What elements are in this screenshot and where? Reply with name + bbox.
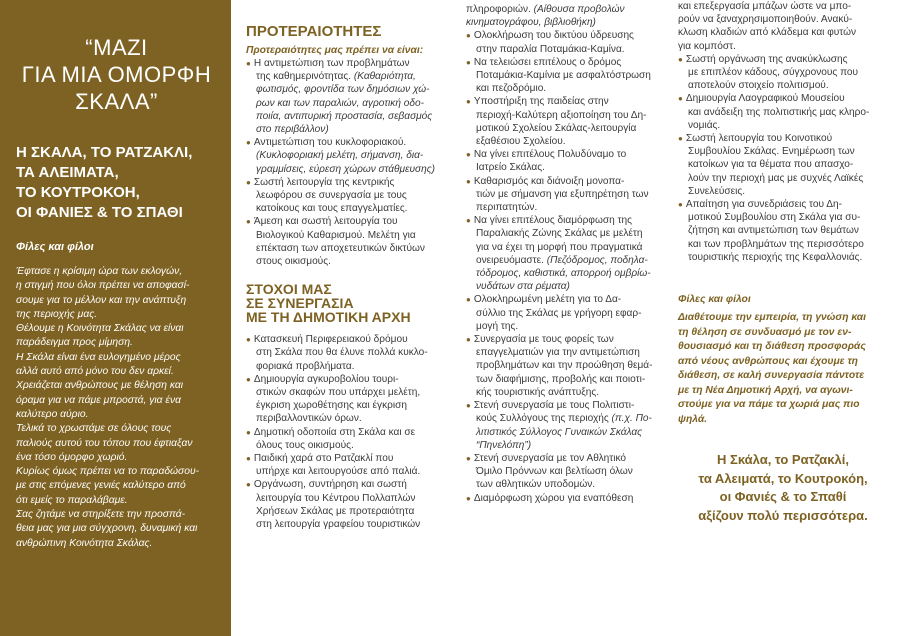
list-item-line: ζήτηση και αντιμετώπιση των θεμάτων — [688, 225, 859, 237]
bullet-dot-icon: ● — [678, 200, 683, 210]
list-item — [466, 95, 662, 148]
list-item-line: των διαφήμισης, προβολής και ποιοτι- — [476, 373, 646, 385]
left-cover-panel — [0, 0, 231, 636]
intro-line: με στις επόμενες γενιές καλύτερο από — [16, 480, 186, 492]
list-item-line: και πεζοδρόμιο. — [476, 83, 547, 95]
intro-line: αλλά αυτό από μόνο του δεν αρκεί. — [16, 366, 174, 378]
intro-line: Έφτασε η κρίσιμη ώρα των εκλογών, — [16, 266, 183, 277]
list-item-line: Η αντιμετώπιση των προβλημάτων — [253, 58, 410, 69]
intro-line: Κυρίως όμως πρέπει να το παραδώσου- — [16, 466, 200, 478]
list-item-line: και ανάδειξη της πολιτιστικής μας κληρο- — [688, 106, 870, 118]
list-item-line: έγκριση χωροθέτησης και έγκριση — [256, 400, 407, 412]
priorities-column — [231, 0, 448, 636]
list-item-line: λούν την περιοχή μας με συχνές Λαϊκές — [688, 172, 864, 184]
list-item-line: μοτικού Συμβουλίου στη Σκάλα για συ- — [688, 212, 861, 224]
bullet-dot-icon: ● — [246, 454, 251, 464]
bullet-dot-icon: ● — [246, 480, 251, 490]
bullet-dot-icon: ● — [466, 31, 471, 41]
bullet-dot-icon: ● — [466, 453, 471, 463]
list-item-line: Οργάνωση, συντήρηση και σωστή — [253, 479, 407, 491]
closing-line: με τη Νέα Δημοτική Αρχή, να αγωνι- — [678, 384, 853, 396]
list-item-line: στη Σκάλα που θα έλυνε πολλά κυκλο- — [256, 347, 428, 359]
list-item — [246, 373, 444, 426]
list-item-line: Βιολογικού Καθαρισμού. Μελέτη για — [256, 229, 416, 241]
continuation-text — [678, 0, 888, 53]
closing-column — [666, 0, 900, 636]
list-item-line: εξαθέσιου Σχολείου. — [476, 136, 566, 148]
list-item-line: Δημοτική οδοποιία στη Σκάλα και σε — [253, 426, 416, 438]
places-heading — [16, 143, 217, 223]
closing-line: στούμε για να πάμε τα χωριά μας πιο — [678, 399, 860, 411]
list-item-line: περιπατητών. — [476, 202, 538, 214]
list-item-line: Να γίνει επιτέλους Πολυδύναμο το — [473, 149, 627, 161]
priorities-title: ΠΡΟΤΕΡΑΙΟΤΗΤΕΣ — [246, 23, 382, 40]
goals-continued-column — [448, 0, 666, 636]
col4-goals-list — [678, 53, 888, 264]
list-item-line: Παιδική χαρά στο Ρατζακλί που — [253, 453, 394, 465]
list-item-line: λειτουργία του Κέντρου Πολλαπλών — [256, 492, 416, 504]
bullet-dot-icon: ● — [466, 493, 471, 503]
list-item-line: Δημιουργία αγκυροβολίου τουρι- — [253, 373, 399, 385]
goals-title — [246, 282, 444, 324]
list-item — [466, 56, 662, 96]
list-item-note: τόδρομος, καθιστικά, απορροή ομβρίω- — [476, 268, 651, 280]
continuation-line: και επεξεργασία μπάζων ώστε να μπο- — [678, 1, 852, 12]
slogan-heading — [16, 34, 217, 115]
intro-line: παράδειγμα προς μίμηση. — [16, 337, 133, 349]
list-item-line: νομιάς. — [688, 119, 721, 131]
bullet-dot-icon: ● — [678, 94, 683, 104]
list-item-note: (π.χ. Πο- — [611, 413, 652, 425]
slogan-line: ΓΙΑ ΜΙΑ ΟΜΟΡΦΗ — [21, 62, 212, 87]
list-item-note: στο περιβάλλον) — [256, 124, 329, 136]
continuation-note: (Αίθουσα προβολών — [533, 4, 625, 15]
list-item — [246, 57, 444, 136]
list-item — [466, 293, 662, 333]
list-item-line: για να έχει τη μορφή που πραγματικά — [476, 241, 643, 253]
list-item — [246, 215, 444, 268]
list-item-line: Όμιλο Πρόννων και βελτίωση όλων — [476, 466, 633, 478]
list-item-line: σύλλιο της Σκάλας με γρήγορη εφαρ- — [476, 307, 642, 319]
closing-line: τη θέληση σε συνδυασμό με τον εν- — [678, 326, 852, 338]
closing-line: διάθεση, σε καλή συνεργασία πάντοτε — [678, 370, 865, 382]
list-item-line: Συνεργασία με τους φορείς των — [473, 334, 614, 346]
list-item-line: της καθημερινότητας. — [256, 71, 352, 83]
list-item-note: ποιία, αντιπυρική προστασία, σεβασμός — [256, 110, 433, 122]
goals-title-line: ΜΕ ΤΗ ΔΗΜΟΤΙΚΗ ΑΡΧΗ — [246, 309, 411, 326]
list-item-note: φωτισμός, φροντίδα των δημόσιων χώ- — [256, 84, 430, 96]
list-item-note: λιτιστικός Σύλλογος Γυναικών Σκάλας — [476, 426, 642, 438]
list-item-line: Υποστήριξη της παιδείας στην — [473, 96, 609, 108]
bullet-dot-icon: ● — [466, 216, 471, 226]
list-item-line: ονειρευόμαστε. — [476, 254, 544, 266]
list-item-line: κής τουριστικής ανάπτυξης. — [476, 386, 600, 398]
list-item-line: Χρήσεων Σκάλας με προτεραιότητα — [256, 505, 415, 517]
list-item-line: Σωστή οργάνωση της ανακύκλωσης — [685, 53, 848, 65]
bullet-dot-icon: ● — [466, 176, 471, 186]
bullet-dot-icon: ● — [246, 59, 251, 68]
goals-list — [246, 333, 444, 531]
bullet-dot-icon: ● — [246, 138, 251, 148]
list-item-note: (Πεζόδρομος, ποδηλα- — [546, 254, 648, 266]
continuation-line: κλωση κλαδιών από κλάδεμα και φυτών — [678, 27, 857, 39]
list-item-note: (Κυκλοφοριακή μελέτη, σήμανση, δια- — [256, 150, 424, 162]
list-item — [678, 92, 888, 132]
list-item-line: Κατασκευή Περιφερειακού δρόμου — [253, 334, 408, 346]
list-item-note: γραμμίσεις, εύρεση χώρων στάθμευσης) — [256, 163, 435, 175]
intro-line: όραμα για να πάμε μπροστά, για ένα — [16, 394, 181, 406]
intro-line: ανθρώπινη Κοινότητα Σκάλας. — [16, 537, 153, 549]
bullet-dot-icon: ● — [678, 54, 683, 64]
goals-title-line: ΣΤΟΧΟΙ ΜΑΣ — [246, 281, 332, 298]
list-item — [466, 333, 662, 399]
list-item — [466, 29, 662, 55]
list-item-note: (Καθαριότητα, — [353, 71, 416, 83]
bullet-dot-icon: ● — [466, 57, 471, 67]
continuation-line: πληροφοριών. — [466, 4, 531, 15]
closing-text — [678, 311, 888, 427]
intro-line: Χρειάζεται ανθρώπους με θέληση και — [16, 380, 184, 392]
intro-line: Η Σκάλα είναι ένα ευλογημένο μέρος — [16, 351, 181, 363]
list-item — [246, 176, 444, 216]
intro-line: Θέλουμε η Κοινότητα Σκάλας να είναι — [16, 323, 184, 335]
greeting: Φίλες και φίλοι — [16, 241, 94, 253]
list-item — [246, 426, 444, 452]
list-item — [246, 333, 444, 373]
list-item-line: Διαμόρφωση χώρου για εναπόθεση — [473, 492, 634, 504]
list-item-line: Ιατρείο Σκάλας. — [476, 162, 545, 174]
final-statement — [678, 451, 888, 525]
list-item-line: προβλημάτων και την προώθηση θεμά- — [476, 360, 653, 372]
list-item — [246, 452, 444, 478]
list-item — [466, 214, 662, 293]
list-item-line: Να γίνει επιτέλους διαμόρφωση της — [473, 215, 632, 227]
goals-title-line: ΣΕ ΣΥΝΕΡΓΑΣΙΑ — [246, 295, 354, 312]
list-item-line: Στενή συνεργασία με τους Πολιτιστι- — [473, 400, 635, 412]
list-item-line: στικών σκαφών που υπάρχει μελέτη, — [256, 387, 421, 399]
list-item-line: Ολοκλήρωση του δικτύου ύδρευσης — [473, 30, 634, 42]
intro-text — [16, 265, 217, 551]
list-item-note: ρων και των παραλιών, αγροτική οδο- — [256, 97, 424, 109]
list-item-line: υπήρχε και λειτουργούσε από παλιά. — [256, 466, 421, 478]
list-item-line: Ολοκληρωμένη μελέτη για το Δα- — [473, 294, 622, 306]
closing-line: Διαθέτουμε την εμπειρία, τη γνώση και — [678, 312, 867, 324]
list-item-line: περιβαλλοντικών όρων. — [256, 413, 362, 425]
list-item-line: στη λειτουργία γραφείου τουριστικών — [256, 519, 421, 531]
list-item-line: Δημιουργία Λαογραφικού Μουσείου — [685, 93, 845, 105]
intro-line: ότι εμείς το παραλάβαμε. — [16, 494, 128, 506]
bullet-dot-icon: ● — [466, 335, 471, 345]
list-item-line: φοριακά προβλήματα. — [256, 360, 355, 372]
list-item-line: στους οικισμούς. — [256, 256, 331, 268]
list-item — [246, 478, 444, 531]
list-item — [678, 198, 888, 264]
list-item-line: μογή της. — [476, 320, 519, 332]
list-item — [678, 53, 888, 93]
final-line: οι Φανιές & το Σπαθί — [719, 489, 847, 505]
intro-line: η στιγμή που όλοι πρέπει να αποφασί- — [16, 280, 190, 292]
intro-line: ένα τόσο όμορφο χωριό. — [16, 451, 128, 463]
bullet-dot-icon: ● — [246, 177, 251, 187]
intro-line: παλιούς αυτού του τόπου που έφτιαξαν — [16, 437, 193, 449]
intro-line: σουμε για το μέλλον και την ανάπτυξη — [16, 294, 187, 306]
bullet-dot-icon: ● — [466, 97, 471, 107]
intro-line: της περιοχής μας. — [16, 308, 98, 320]
priorities-list — [246, 57, 444, 268]
list-item — [466, 148, 662, 174]
col3-goals-list — [466, 29, 662, 504]
places-line: ΟΙ ΦΑΝΙΕΣ & ΤΟ ΣΠΑΘΙ — [16, 204, 183, 221]
bullet-dot-icon: ● — [246, 217, 251, 227]
list-item — [678, 132, 888, 198]
bullet-dot-icon: ● — [466, 150, 471, 160]
list-item — [466, 175, 662, 215]
list-item-line: Καθαρισμός και διάνοιξη μονοπα- — [473, 175, 625, 187]
list-item-line: κατοίκων για τα θέματα που απασχο- — [688, 159, 854, 171]
bullet-dot-icon: ● — [466, 295, 471, 305]
list-item-line: Άμεση και σωστή λειτουργία του — [253, 216, 398, 228]
list-item — [466, 492, 662, 505]
list-item-line: Απαίτηση για συνεδριάσεις του Δη- — [685, 199, 842, 211]
list-item-line: και των προβλημάτων της περισσότερο — [688, 238, 864, 250]
list-item-line: Ποταμάκια-Καμίνια με ασφαλτόστρωση — [476, 70, 651, 82]
list-item — [466, 399, 662, 452]
list-item-line: με επιπλέον κάδους, σύγχρονους που — [688, 67, 859, 79]
list-item-line: όλους τους οικισμούς. — [256, 439, 354, 451]
continuation-text — [466, 3, 662, 29]
closing-greeting: Φίλες και φίλοι — [678, 294, 751, 306]
intro-line: θεια μας για μια σύγχρονη, δυναμική και — [16, 523, 198, 535]
continuation-note: κινηματογράφου, βιβλιοθήκη) — [466, 17, 596, 29]
closing-line: ψηλά. — [678, 413, 708, 425]
list-item-note: “Πηνελόπη”) — [476, 439, 532, 451]
bullet-dot-icon: ● — [246, 374, 251, 384]
closing-line: θουσιασμό και τη διάθεση προσφοράς — [678, 341, 866, 353]
bullet-dot-icon: ● — [246, 427, 251, 437]
list-item-line: τουριστικής περιοχής της Κεφαλλονιάς. — [688, 251, 863, 263]
list-item-line: αποτελούν στοιχείο πολιτισμού. — [688, 80, 829, 92]
list-item-line: Σωστή λειτουργία της κεντρικής — [253, 176, 395, 188]
list-item-line: Να τελειώσει επιτέλους ο δρόμος — [473, 56, 622, 68]
list-item-line: μοτικού Σχολείου Σκάλας-λειτουργία — [476, 122, 637, 134]
list-item-line: Παραλιακής Ζώνης Σκάλας με μελέτη — [476, 228, 643, 240]
slogan-line: “ΜΑΖΙ — [85, 35, 148, 60]
list-item-line: Συνελεύσεις. — [688, 185, 746, 197]
list-item-line: Αντιμετώπιση του κυκλοφοριακού. — [253, 137, 407, 149]
places-line: ΤΟ ΚΟΥΤΡΟΚΟΗ, — [16, 184, 140, 201]
continuation-line: για κομπόστ. — [678, 40, 736, 52]
bullet-dot-icon: ● — [678, 134, 683, 144]
list-item-line: λεωφόρου σε συνεργασία με τους — [256, 190, 407, 202]
list-item-line: Σωστή λειτουργία του Κοινοτικού — [685, 133, 833, 145]
places-line: Η ΣΚΑΛΑ, ΤΟ ΡΑΤΖΑΚΛΙ, — [16, 144, 193, 161]
places-line: ΤΑ ΑΛΕΙΜΑΤΑ, — [16, 164, 119, 181]
list-item — [246, 136, 444, 176]
intro-line: Σας ζητάμε να στηρίξετε την προσπά- — [16, 509, 185, 521]
list-item-line: των αθλητικών υποδομών. — [476, 479, 596, 491]
list-item-line: τιών με σήμανση για εξυπηρέτηση των — [476, 188, 649, 200]
bullet-dot-icon: ● — [466, 401, 471, 411]
closing-line: από νέους ανθρώπους και έχουμε τη — [678, 355, 858, 367]
list-item-line: στην παραλία Ποταμάκια-Καμίνα. — [476, 43, 625, 55]
list-item — [466, 452, 662, 492]
list-item-line: Στενή συνεργασία με τον Αθλητικό — [473, 452, 627, 464]
list-item-line: κατοίκους και τους επαγγελματίες. — [256, 203, 408, 215]
final-line: αξίζουν πολύ περισσότερα. — [698, 507, 868, 523]
list-item-line: επαγγελματιών για την αντιμετώπιση — [476, 347, 640, 359]
slogan-line: ΣΚΑΛΑ” — [75, 89, 158, 114]
list-item-line: κούς Συλλόγους της περιοχής — [476, 413, 609, 425]
intro-line: Τελικά το χρωστάμε σε όλους τους — [16, 423, 172, 435]
final-line: τα Αλειματά, το Κουτροκόη, — [698, 470, 868, 486]
list-item-line: επέκταση των αποχετευτικών δικτύων — [256, 242, 425, 254]
priorities-subtitle: Προτεραιότητες μας πρέπει να είναι: — [246, 45, 424, 56]
list-item-line: Συμβουλίου Σκάλας. Ενημέρωση των — [688, 146, 855, 158]
intro-line: καλύτερο αύριο. — [16, 408, 89, 420]
final-line: Η Σκάλα, το Ρατζακλί, — [717, 452, 849, 468]
continuation-line: ρούν να ξαναχρησιμοποιηθούν. Ανακύ- — [678, 14, 853, 26]
list-item-note: νυδάτων στα ρέματα) — [476, 281, 570, 293]
list-item-line: περιοχή-Καλύτερη αξιοποίηση του Δη- — [476, 109, 647, 121]
bullet-dot-icon: ● — [246, 335, 251, 345]
